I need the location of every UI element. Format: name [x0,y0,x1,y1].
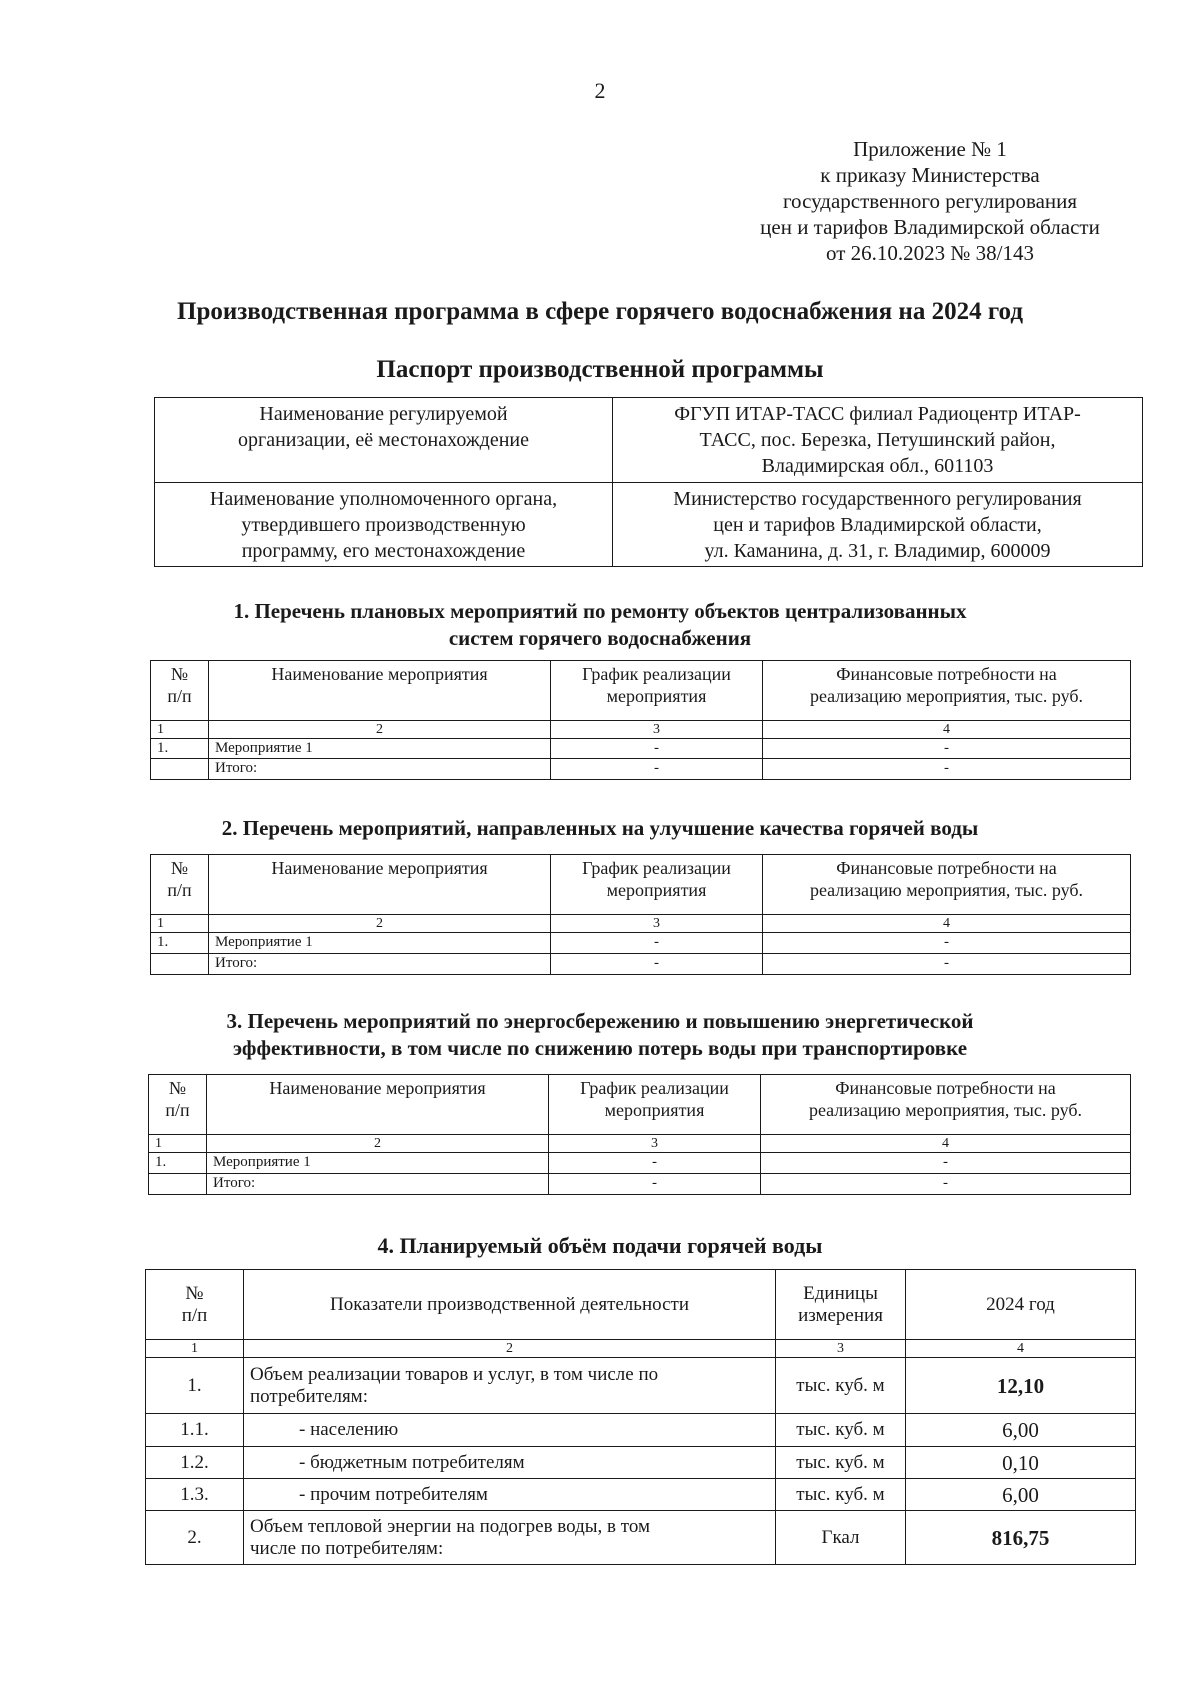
document-title: Производственная программа в сфере горячего водоснабжения на 2024 год [177,298,1023,325]
section-3-title [100,1008,1100,1062]
cell-value: 12,10 [906,1358,1136,1414]
column-number-row [151,915,1131,933]
section-title-line: 1. Перечень плановых мероприятий по ремонту объектов централизованных [233,599,967,623]
cell-unit: Гкал [776,1511,906,1565]
header-schedule: График реализации мероприятия [551,855,763,915]
column-number: 4 [906,1340,1136,1358]
cell-finance: - [761,1174,1131,1195]
column-number-row [151,721,1131,739]
passport-value-line: ФГУП ИТАР-ТАСС филиал Радиоцентр ИТАР- [674,403,1081,425]
table-row [151,933,1131,954]
appendix-line: Приложение № 1 [853,137,1007,161]
cell-indicator: - бюджетным потребителям [244,1447,776,1479]
table-header-row [149,1075,1131,1135]
cell-no: 1. [151,739,209,759]
cell-name: Мероприятие 1 [207,1153,549,1174]
header-no: № п/п [149,1075,207,1135]
cell-schedule: - [549,1153,761,1174]
table-header-row [151,661,1131,721]
appendix-line: к приказу Министерства [820,163,1040,187]
cell-no: 1. [151,933,209,954]
table-header-row [146,1270,1136,1340]
header-no: № п/п [151,855,209,915]
passport-value-line: ТАСС, пос. Березка, Петушинский район, [699,429,1056,451]
column-number: 4 [763,721,1131,739]
header-name: Наименование мероприятия [209,661,551,721]
cell-finance: - [763,759,1131,780]
cell-unit: тыс. куб. м [776,1358,906,1414]
header-finance: Финансовые потребности на реализацию мероприятия, тыс. руб. [761,1075,1131,1135]
cell-finance: - [761,1153,1131,1174]
page-number: 2 [594,78,606,103]
header-indicator: Показатели производственной деятельности [244,1270,776,1340]
column-number-row [146,1340,1136,1358]
passport-value-line: Владимирская обл., 601103 [761,455,994,477]
header-no: № п/п [151,661,209,721]
cell-value: 6,00 [906,1414,1136,1447]
header-finance: Финансовые потребности на реализацию мероприятия, тыс. руб. [763,661,1131,721]
cell-no [151,954,209,975]
table-row [146,1414,1136,1447]
table-header-row [151,855,1131,915]
cell-indicator: - прочим потребителям [244,1479,776,1511]
cell-no: 1. [149,1153,207,1174]
cell-no: 1. [146,1358,244,1414]
passport-table [154,397,1143,567]
cell-indicator: Объем реализации товаров и услуг, в том числе по потребителям: [244,1358,776,1414]
appendix-line: от 26.10.2023 № 38/143 [825,241,1035,265]
cell-name: Мероприятие 1 [209,933,551,954]
cell-indicator: Объем тепловой энергии на подогрев воды, в том числе по потребителям: [244,1511,776,1565]
column-number: 2 [209,721,551,739]
passport-label-line: утвердившего производственную [241,514,526,536]
table-row [151,739,1131,759]
cell-no [149,1174,207,1195]
header-schedule: График реализации мероприятия [549,1075,761,1135]
cell-value: 816,75 [906,1511,1136,1565]
cell-schedule: - [551,954,763,975]
appendix-line: государственного регулирования [782,189,1078,213]
column-number: 2 [244,1340,776,1358]
section-2-title [100,815,1100,842]
cell-value: 6,00 [906,1479,1136,1511]
passport-label-line: Наименование уполномоченного органа, [209,488,558,510]
column-number-row [149,1135,1131,1153]
cell-finance: - [763,739,1131,759]
table-total-row [151,759,1131,780]
section-title-line: 3. Перечень мероприятий по энергосбережению и повышению энергетической [226,1009,974,1033]
section-3-table [148,1074,1131,1195]
column-number: 2 [209,915,551,933]
column-number: 4 [761,1135,1131,1153]
header-finance: Финансовые потребности на реализацию мероприятия, тыс. руб. [763,855,1131,915]
header-schedule: График реализации мероприятия [551,661,763,721]
section-2-table [150,854,1131,975]
cell-no: 1.3. [146,1479,244,1511]
header-name: Наименование мероприятия [207,1075,549,1135]
cell-finance: - [763,933,1131,954]
cell-schedule: - [549,1174,761,1195]
header-no: № п/п [146,1270,244,1340]
volume-table [145,1269,1136,1565]
cell-no [151,759,209,780]
column-number: 3 [549,1135,761,1153]
table-row [146,1479,1136,1511]
cell-unit: тыс. куб. м [776,1479,906,1511]
cell-finance: - [763,954,1131,975]
passport-value [613,483,1143,567]
cell-schedule: - [551,739,763,759]
cell-value: 0,10 [906,1447,1136,1479]
column-number: 3 [776,1340,906,1358]
passport-row [155,398,1143,483]
section-1-title [100,598,1100,652]
passport-value-line: цен и тарифов Владимирской области, [713,514,1042,536]
cell-indicator: - населению [244,1414,776,1447]
header-unit: Единицы измерения [776,1270,906,1340]
column-number: 1 [146,1340,244,1358]
passport-value-line: ул. Каманина, д. 31, г. Владимир, 600009 [704,540,1051,562]
column-number: 1 [151,721,209,739]
column-number: 2 [207,1135,549,1153]
passport-row [155,483,1143,567]
cell-name: Мероприятие 1 [209,739,551,759]
cell-no: 1.2. [146,1447,244,1479]
header-year: 2024 год [906,1270,1136,1340]
column-number: 1 [151,915,209,933]
cell-unit: тыс. куб. м [776,1447,906,1479]
cell-schedule: - [551,759,763,780]
section-1-table [150,660,1131,780]
column-number: 1 [149,1135,207,1153]
passport-title: Паспорт производственной программы [376,356,824,383]
section-title-line: 2. Перечень мероприятий, направленных на улучшение качества горячей воды [221,816,979,840]
appendix-block [700,136,1160,266]
passport-label-line: Наименование регулируемой [259,403,508,425]
section-title-line: систем горячего водоснабжения [448,626,752,650]
cell-schedule: - [551,933,763,954]
cell-no: 1.1. [146,1414,244,1447]
appendix-line: цен и тарифов Владимирской области [760,215,1100,239]
passport-label [155,398,613,483]
section-4-title: 4. Планируемый объём подачи горячей воды [377,1233,823,1258]
passport-value [613,398,1143,483]
passport-label-line: программу, его местонахождение [241,540,526,562]
column-number: 3 [551,915,763,933]
column-number: 4 [763,915,1131,933]
cell-name: Итого: [207,1174,549,1195]
table-total-row [149,1174,1131,1195]
table-row [149,1153,1131,1174]
cell-name: Итого: [209,954,551,975]
passport-label [155,483,613,567]
table-row [146,1358,1136,1414]
section-title-line: эффективности, в том числе по снижению потерь воды при транспортировке [232,1036,968,1060]
cell-no: 2. [146,1511,244,1565]
passport-label-line: организации, её местонахождение [238,429,529,451]
cell-name: Итого: [209,759,551,780]
column-number: 3 [551,721,763,739]
header-name: Наименование мероприятия [209,855,551,915]
cell-unit: тыс. куб. м [776,1414,906,1447]
passport-value-line: Министерство государственного регулирования [673,488,1082,510]
table-row [146,1447,1136,1479]
table-row [146,1511,1136,1565]
table-total-row [151,954,1131,975]
